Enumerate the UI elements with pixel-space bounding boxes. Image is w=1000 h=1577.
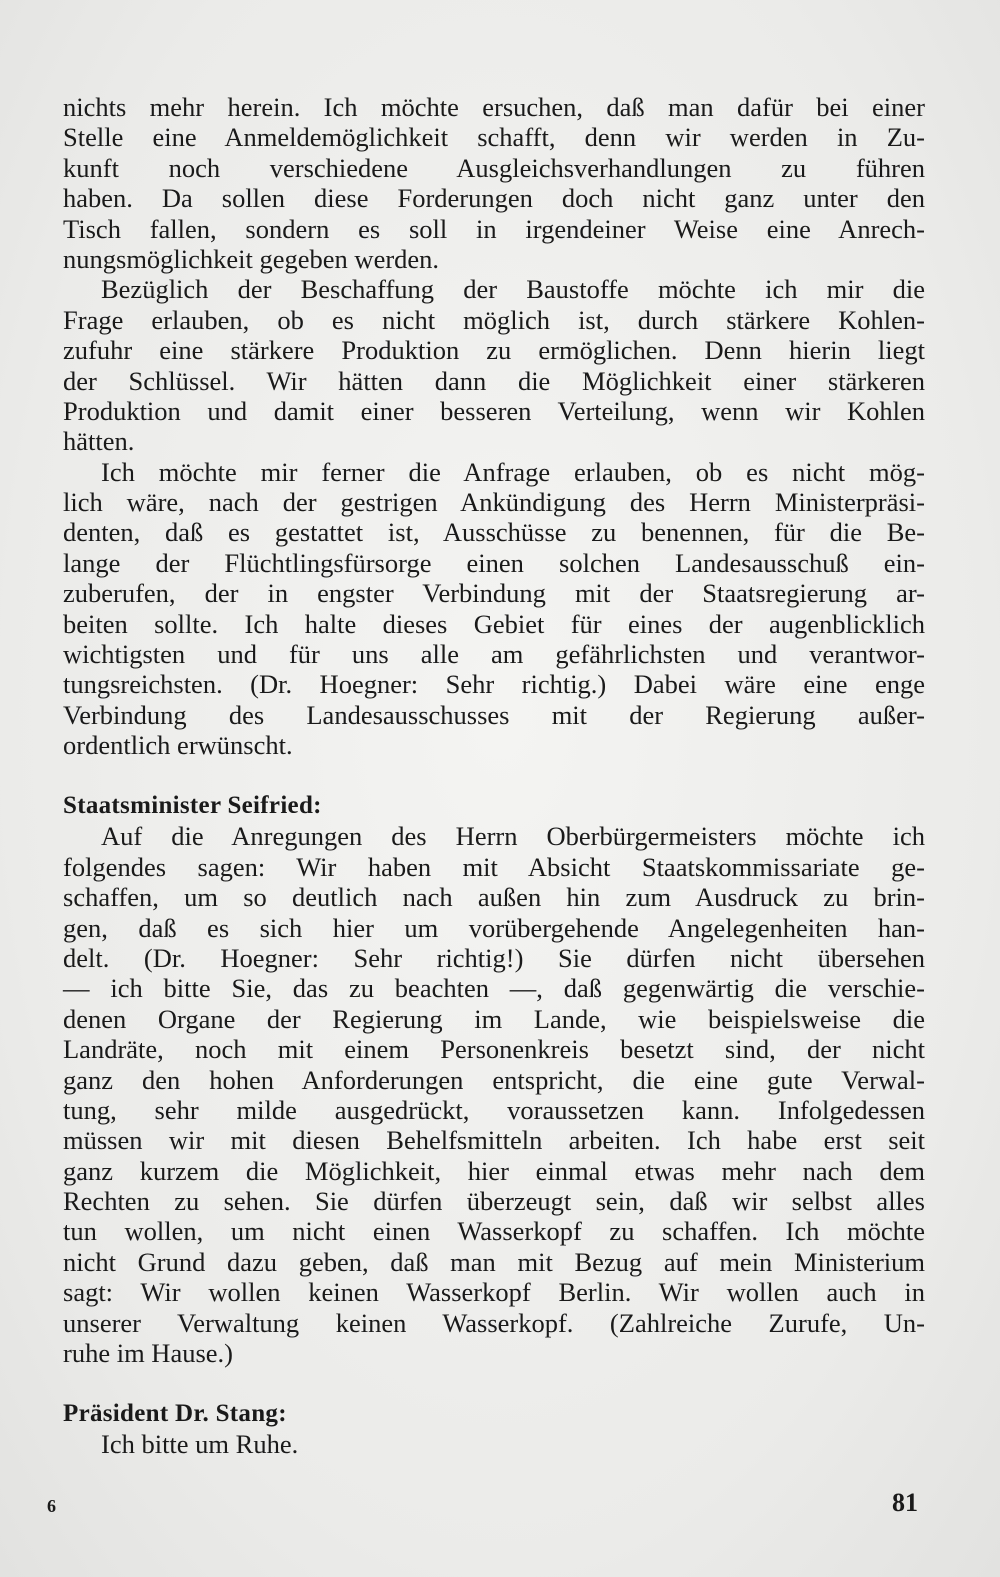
text-line: haben. Da sollen diese Forderungen doch nicht ganz unter den xyxy=(63,183,925,214)
paragraph xyxy=(63,1429,925,1459)
paragraph xyxy=(63,457,925,761)
text-line: ordentlich erwünscht. xyxy=(63,730,293,761)
paragraph xyxy=(63,274,925,456)
text-line: Bezüglich der Beschaffung der Baustoffe möchte ich mir die xyxy=(101,274,925,305)
text-line: denten, daß es gestattet ist, Ausschüsse zu benennen, für die Be- xyxy=(63,517,925,548)
text-line: ruhe im Hause.) xyxy=(63,1338,233,1369)
text-line: wichtigsten und für uns alle am gefährlichsten und verantwor- xyxy=(63,639,925,670)
text-line: denen Organe der Regierung im Lande, wie beispielsweise die xyxy=(63,1003,925,1034)
text-line: der Schlüssel. Wir hätten dann die Möglichkeit einer stärkeren xyxy=(63,365,925,396)
text-line: Ich bitte um Ruhe. xyxy=(101,1429,299,1460)
speaker-heading: Staatsminister Seifried: xyxy=(63,791,322,819)
text-line: delt. (Dr. Hoegner: Sehr richtig!) Sie dürfen nicht übersehen xyxy=(63,942,925,973)
text-line: folgendes sagen: Wir haben mit Absicht Staatskommissariate ge- xyxy=(63,851,925,882)
body-text xyxy=(63,92,925,1460)
text-line: — ich bitte Sie, das zu beachten —, daß gegenwärtig die verschie- xyxy=(63,973,925,1004)
text-line: schaffen, um so deutlich nach außen hin zum Ausdruck zu brin- xyxy=(63,882,925,913)
text-line: tungsreichsten. (Dr. Hoegner: Sehr richtig.) Dabei wäre eine enge xyxy=(63,669,925,700)
text-line: zuberufen, der in engster Verbindung mit der Staatsregierung ar- xyxy=(63,578,925,609)
text-line: lich wäre, nach der gestrigen Ankündigung des Herrn Ministerpräsi- xyxy=(63,487,925,518)
speaker-heading: Präsident Dr. Stang: xyxy=(63,1399,287,1427)
text-line: kunft noch verschiedene Ausgleichsverhandlungen zu führen xyxy=(63,152,925,183)
text-line: lange der Flüchtlingsfürsorge einen solchen Landesausschuß ein- xyxy=(63,547,925,578)
text-line: unserer Verwaltung keinen Wasserkopf. (Zahlreiche Zurufe, Un- xyxy=(63,1307,925,1338)
text-line: Stelle eine Anmeldemöglichkeit schafft, denn wir werden in Zu- xyxy=(63,122,925,153)
paragraph-gap xyxy=(63,761,925,791)
paragraph xyxy=(63,92,925,274)
text-line: Tisch fallen, sondern es soll in irgendeiner Weise eine Anrech- xyxy=(63,213,925,244)
text-line: Produktion und damit einer besseren Verteilung, wenn wir Kohlen xyxy=(63,395,925,426)
text-line: nicht Grund dazu geben, daß man mit Bezug auf mein Ministerium xyxy=(63,1246,925,1277)
text-line: nungsmöglichkeit gegeben werden. xyxy=(63,243,440,274)
text-line: tung, sehr milde ausgedrückt, voraussetzen kann. Infolgedessen xyxy=(63,1094,925,1125)
paragraph xyxy=(63,821,925,1368)
text-line: ganz den hohen Anforderungen entspricht, die eine gute Verwal- xyxy=(63,1064,925,1095)
paragraph-gap xyxy=(63,1368,925,1398)
text-line: nichts mehr herein. Ich möchte ersuchen, daß man dafür bei einer xyxy=(63,92,925,122)
text-line: Landräte, noch mit einem Personenkreis besetzt sind, der nicht xyxy=(63,1034,925,1065)
text-line: beiten sollte. Ich halte dieses Gebiet für eines der augenblicklich xyxy=(63,608,925,639)
text-line: Ich möchte mir ferner die Anfrage erlauben, ob es nicht mög- xyxy=(101,456,925,487)
text-line: Verbindung des Landesausschusses mit der Regierung außer- xyxy=(63,699,925,730)
text-line: hätten. xyxy=(63,426,135,457)
text-line: Frage erlauben, ob es nicht möglich ist, durch stärkere Kohlen- xyxy=(63,304,925,335)
text-line: Rechten zu sehen. Sie dürfen überzeugt sein, daß wir selbst alles xyxy=(63,1186,925,1217)
text-line: tun wollen, um nicht einen Wasserkopf zu schaffen. Ich möchte xyxy=(63,1216,925,1247)
text-line: müssen wir mit diesen Behelfsmitteln arbeiten. Ich habe erst seit xyxy=(63,1125,925,1156)
text-line: sagt: Wir wollen keinen Wasserkopf Berlin. Wir wollen auch in xyxy=(63,1277,925,1308)
text-line: gen, daß es sich hier um vorübergehende Angelegenheiten han- xyxy=(63,912,925,943)
text-line: ganz kurzem die Möglichkeit, hier einmal etwas mehr nach dem xyxy=(63,1155,925,1186)
signature-mark: 6 xyxy=(47,1496,56,1516)
text-line: Auf die Anregungen des Herrn Oberbürgermeisters möchte ich xyxy=(101,821,925,852)
text-line: zufuhr eine stärkere Produktion zu ermöglichen. Denn hierin liegt xyxy=(63,335,925,366)
page-number: 81 xyxy=(892,1488,918,1517)
